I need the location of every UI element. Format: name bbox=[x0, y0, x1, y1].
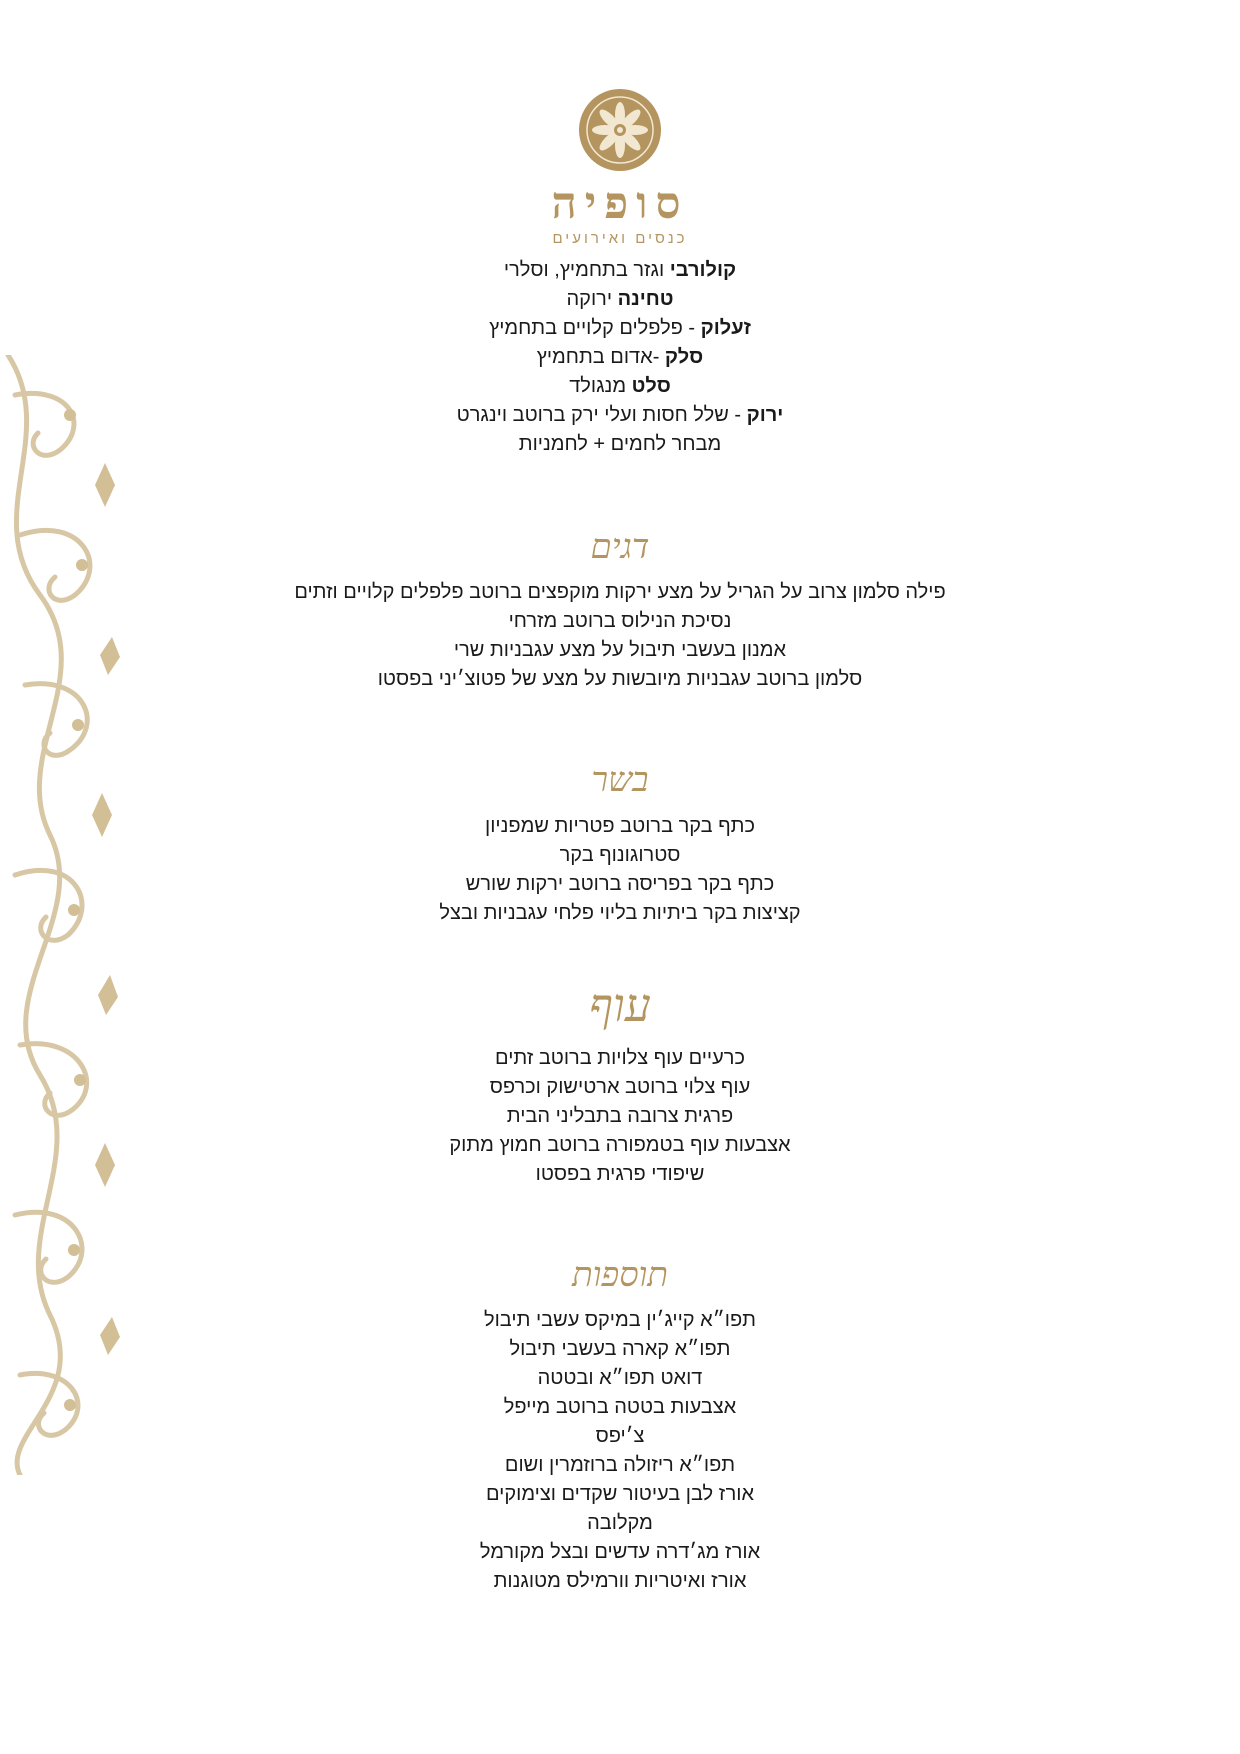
menu-item bbox=[0, 372, 1240, 401]
section-title-chicken: עוף bbox=[589, 978, 651, 1032]
menu-item: אצבעות עוף בטמפורה ברוטב חמוץ מתוק bbox=[449, 1134, 791, 1156]
item-description: מנגולד bbox=[569, 375, 632, 397]
menu-item: תפו״א קייג׳ין במיקס עשבי תיבול bbox=[484, 1309, 756, 1331]
menu-item: כתף בקר ברוטב פטריות שמפניון bbox=[485, 815, 755, 837]
menu-item: תפו״א קארה בעשבי תיבול bbox=[509, 1338, 731, 1360]
menu-item: צ׳יפס bbox=[595, 1425, 645, 1447]
menu-item: אורז מג׳דרה עדשים ובצל מקורמל bbox=[479, 1541, 761, 1563]
item-description: - פלפלים קלויים בתחמיץ bbox=[489, 317, 701, 339]
sides-list bbox=[0, 1306, 1240, 1596]
fish-list bbox=[0, 578, 1240, 694]
menu-item bbox=[0, 256, 1240, 285]
menu-item bbox=[0, 343, 1240, 372]
menu-item: סטרוגונוף בקר bbox=[559, 844, 681, 866]
menu-item: אורז לבן בעיטור שקדים וצימוקים bbox=[485, 1483, 755, 1505]
chicken-list bbox=[0, 1044, 1240, 1189]
item-name: קולורבי bbox=[669, 259, 737, 281]
menu-item: תפו״א ריזולה ברוזמרין ושום bbox=[504, 1454, 736, 1476]
menu-item: פרגית צרובה בתבליני הבית bbox=[506, 1105, 734, 1127]
item-description: מבחר לחמים + לחמניות bbox=[518, 433, 722, 455]
item-name: סלק bbox=[664, 346, 704, 368]
item-description: -אדום בתחמיץ bbox=[536, 346, 665, 368]
menu-item: כתף בקר בפריסה ברוטב ירקות שורש bbox=[465, 873, 775, 895]
section-title-fish: דגים bbox=[590, 527, 650, 567]
menu-item: קציצות בקר ביתיות בליוי פלחי עגבניות ובצל bbox=[439, 902, 801, 924]
item-name: סלט bbox=[631, 375, 671, 397]
menu-item bbox=[0, 314, 1240, 343]
menu-item: שיפודי פרגית בפסטו bbox=[535, 1163, 705, 1185]
menu-item: מקלובה bbox=[587, 1512, 653, 1534]
item-name: זעלוק bbox=[700, 317, 751, 339]
item-description: ירוקה bbox=[566, 288, 618, 310]
logo bbox=[0, 88, 1240, 248]
menu-item: עוף צלוי ברוטב ארטישוק וכרפס bbox=[489, 1076, 751, 1098]
item-description: - שלל חסות ועלי ירק ברוטב וינגרט bbox=[456, 404, 747, 426]
brand-subtitle: כנסים ואירועים bbox=[552, 230, 688, 247]
item-name: ירוק bbox=[746, 404, 784, 426]
menu-item bbox=[0, 285, 1240, 314]
menu-item: דואט תפו״א ובטטה bbox=[537, 1367, 703, 1389]
menu-item: אצבעות בטטה ברוטב מייפל bbox=[503, 1396, 737, 1418]
menu-item: אמנון בעשבי תיבול על מצע עגבניות שרי bbox=[453, 639, 787, 661]
item-description: וגזר בתחמיץ, וסלרי bbox=[503, 259, 670, 281]
menu-item bbox=[0, 401, 1240, 430]
starters-list bbox=[0, 256, 1240, 459]
menu-item bbox=[0, 430, 1240, 459]
section-title-sides: תוספות bbox=[571, 1255, 669, 1295]
menu-item: נסיכת הנילוס ברוטב מזרחי bbox=[508, 610, 732, 632]
item-name: טחינה bbox=[617, 288, 674, 310]
brand-name: סופיה bbox=[551, 178, 689, 229]
section-title-meat: בשר bbox=[591, 760, 649, 800]
menu-item: פילה סלמון צרוב על הגריל על מצע ירקות מוקפצים ברוטב פלפלים קלויים וזתים bbox=[294, 581, 946, 603]
menu-item: אורז ואיטריות וורמילס מטוגנות bbox=[493, 1570, 747, 1592]
flower-emblem-icon bbox=[578, 88, 662, 172]
menu-item: כרעיים עוף צלויות ברוטב זתים bbox=[495, 1047, 745, 1069]
menu-item: סלמון ברוטב עגבניות מיובשות על מצע של פטוצ׳יני בפסטו bbox=[377, 668, 863, 690]
meat-list bbox=[0, 812, 1240, 928]
